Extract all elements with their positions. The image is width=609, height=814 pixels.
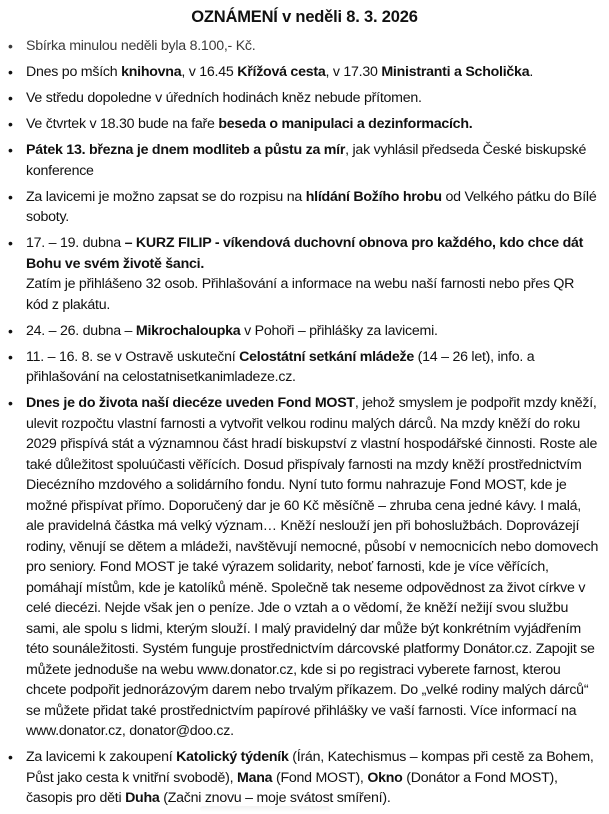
body-text: 24. – 26. dubna – — [26, 322, 136, 339]
body-text: Sbírka minulou neděli byla 8.100,- Kč. — [26, 38, 256, 54]
body-text: Za lavicemi k zakoupení — [26, 749, 177, 765]
body-text: Dnes po mších — [26, 64, 122, 80]
emphasis-text: Celostátní setkání mládeže — [239, 348, 414, 365]
announcement-item — [0, 88, 609, 109]
emphasis-text: Pátek 13. března je dnem modliteb a půstu za mír — [26, 142, 346, 158]
bullet-icon: • — [8, 235, 13, 251]
body-text: (Írán, Katechismus – kompas při cestě za Bohem, Půst jako cesta k vnitřní svobodě), — [26, 749, 594, 786]
bullet-icon: • — [8, 38, 13, 54]
emphasis-text: Duha — [125, 790, 160, 806]
emphasis-text: Křížová cesta — [237, 64, 326, 80]
emphasis-text: Dnes je do života naší diecéze uveden Fond MOST — [26, 395, 355, 411]
body-text: Zatím je přihlášeno 32 osob. Přihlašování a informace na webu naší farnosti nebo přes QR kód z plakátu. — [26, 276, 575, 313]
announcement-item — [0, 62, 609, 83]
body-text: Za lavicemi je možno zapsat se do rozpisu na — [26, 188, 306, 205]
body-text: (14 – 26 let), info. a přihlašování na celostatnisetkanimladeze.cz. — [26, 348, 535, 385]
emphasis-text: knihovna — [121, 64, 182, 80]
announcement-item — [0, 114, 609, 135]
body-text: v Pohoři – přihlášky za lavicemi. — [240, 322, 438, 339]
body-text: od Velkého pátku do Bílé soboty. — [26, 188, 597, 225]
announcement-item — [0, 187, 609, 228]
bullet-icon: • — [8, 64, 13, 80]
emphasis-text: Ministranti a Scholička — [381, 64, 530, 80]
announcement-item — [0, 747, 609, 809]
bullet-icon: • — [8, 90, 13, 106]
emphasis-text: Okno — [367, 769, 403, 786]
bullet-icon: • — [8, 142, 13, 158]
emphasis-text: Katolický týdeník — [176, 749, 289, 765]
announcement-item — [0, 36, 609, 57]
body-text: Ve středu dopoledne v úředních hodinách kněz nebude přítomen. — [26, 90, 422, 106]
emphasis-text: – KURZ FILIP - víkendová duchovní obnova pro každého, kdo chce dát Bohu ve svém životě šanci. — [26, 235, 584, 272]
body-text: , v 16.45 — [181, 64, 238, 80]
bullet-icon: • — [8, 188, 13, 205]
bullet-icon: • — [8, 322, 13, 339]
body-text: 17. – 19. dubna — [26, 235, 125, 251]
body-text: (Fond MOST), — [272, 769, 368, 786]
body-text: , jak vyhlásil předseda České biskupské konference — [26, 142, 587, 179]
page-title: OZNÁMENÍ v neděli 8. 3. 2026 — [191, 8, 418, 26]
page-edge-shadow — [200, 806, 330, 812]
emphasis-text: hlídání Božího hrobu — [305, 188, 442, 205]
announcement-list — [0, 36, 609, 814]
emphasis-text: Mikrochaloupka — [135, 322, 241, 339]
body-text: (Donátor a Fond MOST), časopis pro děti — [26, 769, 558, 806]
body-text: (Začni znovu – moje svátost smíření). — [159, 790, 391, 806]
announcement-item — [0, 233, 609, 315]
body-text: Ve čtvrtek v 18.30 bude na faře — [26, 116, 219, 132]
bullet-icon: • — [8, 749, 13, 765]
body-text: . — [529, 64, 534, 80]
bullet-icon: • — [8, 395, 13, 411]
emphasis-text: beseda o manipulaci a dezinformacích. — [218, 116, 473, 132]
announcement-item — [0, 140, 609, 181]
body-text: , jehož smyslem je podpořit mzdy kněží, ulevit rozpočtu vlastní farnosti a vytvořit velkou rodinu malých dárců. Na mzdy kněží do roku 2029 přispívá stát a významnou část hradí biskupství z vlastní hospodářské činnosti. Roste ale také důležitost spoluúčasti věřících. Dosud přispívaly farnosti na mzdy kněží prostřednictvím Diecézního mzdového a solidárního fondu. Nyní tuto formu nahrazuje Fond MOST, kde je možné přispívat přímo. Doporučený dar je 60 Kč měsíčně – zhruba cena jedné kávy. I malá, ale pravidelná částka má velký význam… Kněží neslouží jen při bohoslužbách. Doprovázejí rodiny, věnují se dětem a mládeži, navštěvují nemocné, působí v nemocnicích nebo domovech pro seniory. Fond MOST je také výrazem solidarity, neboť farnosti, kde je více věřících, pomáhají místům, kde je katolíků méně. Společně tak neseme odpovědnost za život církve v celé diecézi. Nejde však jen o peníze. Jde o vztah a o vědomí, že kněží nežijí svou službu sami, ale spolu s lidmi, kterým slouží. I malý pravidelný dar může být konkrétním vyjádřením této sounáležitosti. Systém funguje prostřednictvím dárcovské platformy Donátor.cz. Zapojit se můžete jednoduše na webu www.donator.cz, kde si po registraci vyberete farnost, kterou chcete podpořit jednorázovým darem nebo trvalým příkazem. Do „velké rodiny malých dárců“ se můžete přidat také prostřednictvím papírové přihlášky ve vaší farnosti. Více informací na www.donator.cz, donator@doo.cz. — [26, 395, 599, 739]
bullet-icon: • — [8, 116, 13, 132]
body-text: 11. – 16. 8. se v Ostravě uskuteční — [26, 348, 240, 365]
announcement-item — [0, 347, 609, 388]
bullet-icon: • — [8, 348, 13, 365]
emphasis-text: Mana — [237, 769, 273, 786]
announcement-item — [0, 393, 609, 742]
announcement-item — [0, 321, 609, 342]
body-text: , v 17.30 — [325, 64, 382, 80]
